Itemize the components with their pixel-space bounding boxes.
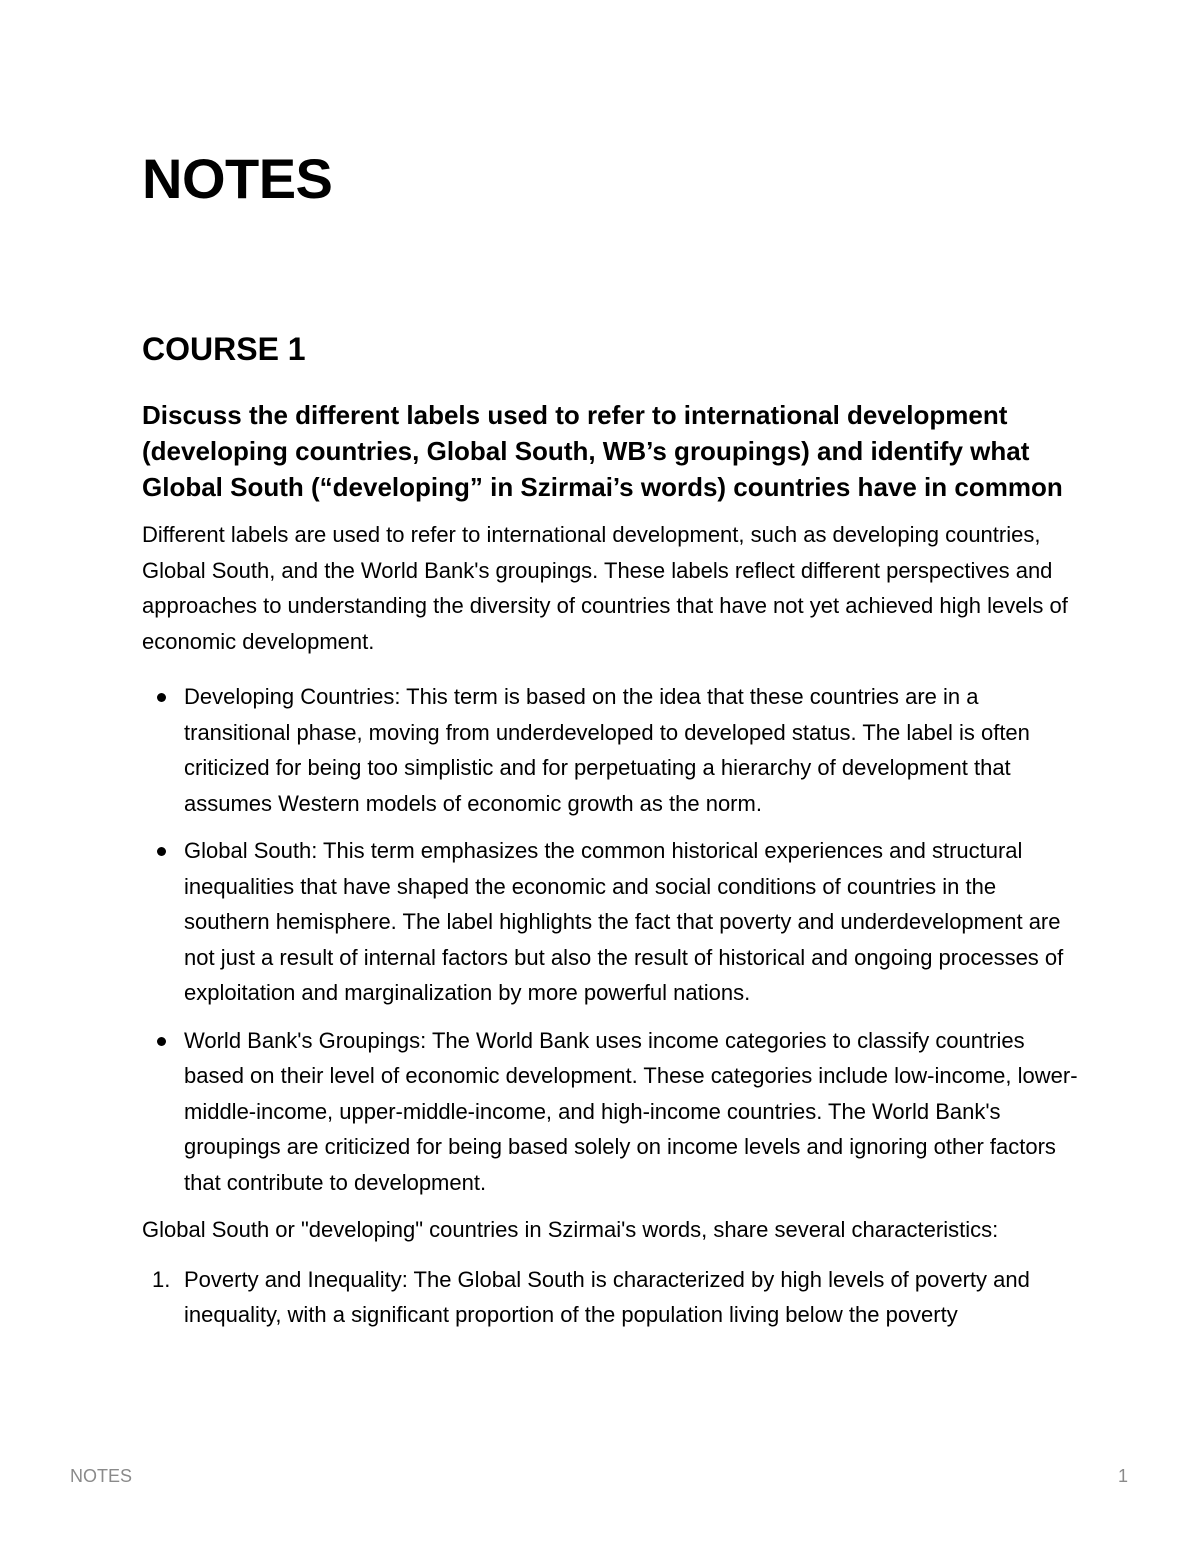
list-number: 1. [152,1266,171,1292]
page-number: 1 [1117,1466,1128,1486]
bullet-text: World Bank's Groupings: The World Bank uses income categories to classify countries based on their level of economic development. These categories include low-income, lower-middle-income, upper-middle-income, and high-income countries. The World Bank's groupings are criticized for being based solely on income levels and ignoring other factors that contribute to development. [184,1027,1078,1195]
question-heading: Discuss the different labels used to refer to international development (developing countries, Global South, WB’s groupings) and identify what Global South (“developing” in Szirmai’s words) countries have in common [142,400,1063,502]
list-item [142,833,1082,1011]
intro-paragraph: Different labels are used to refer to international development, such as developing countries, Global South, and the World Bank's groupings. These labels reflect different perspectives and approaches to understanding the diversity of countries that have not yet achieved high levels of economic development. [142,522,1068,654]
bullet-text: Global South: This term emphasizes the common historical experiences and structural inequalities that have shaped the economic and social conditions of countries in the southern hemisphere. The label highlights the fact that poverty and underdevelopment are not just a result of internal factors but also the result of historical and ongoing processes of exploitation and marginalization by more powerful nations. [184,838,1064,1005]
list-item [142,1023,1082,1201]
document-title: NOTES [142,147,333,210]
numbered-item-text: Poverty and Inequality: The Global South is characterized by high levels of poverty and inequality, with a significant proportion of the population living below the poverty [184,1266,1030,1327]
characteristics-intro: Global South or "developing" countries in Szirmai's words, share several characteristics: [142,1217,999,1242]
list-item [142,679,1082,821]
document-body [142,397,1082,1333]
course-heading: COURSE 1 [142,331,306,367]
list-item [142,1262,1082,1333]
bullet-icon [157,693,166,702]
bullet-icon [157,847,166,856]
footer-title: NOTES [70,1466,133,1486]
characteristics-numbered-list [142,1262,1082,1333]
bullet-text: Developing Countries: This term is based on the idea that these countries are in a transitional phase, moving from underdeveloped to developed status. The label is often criticized for being too simplistic and for perpetuating a hierarchy of development that assumes Western models of economic growth as the norm. [184,684,1030,816]
labels-bullet-list [142,679,1082,1200]
bullet-icon [157,1037,166,1046]
